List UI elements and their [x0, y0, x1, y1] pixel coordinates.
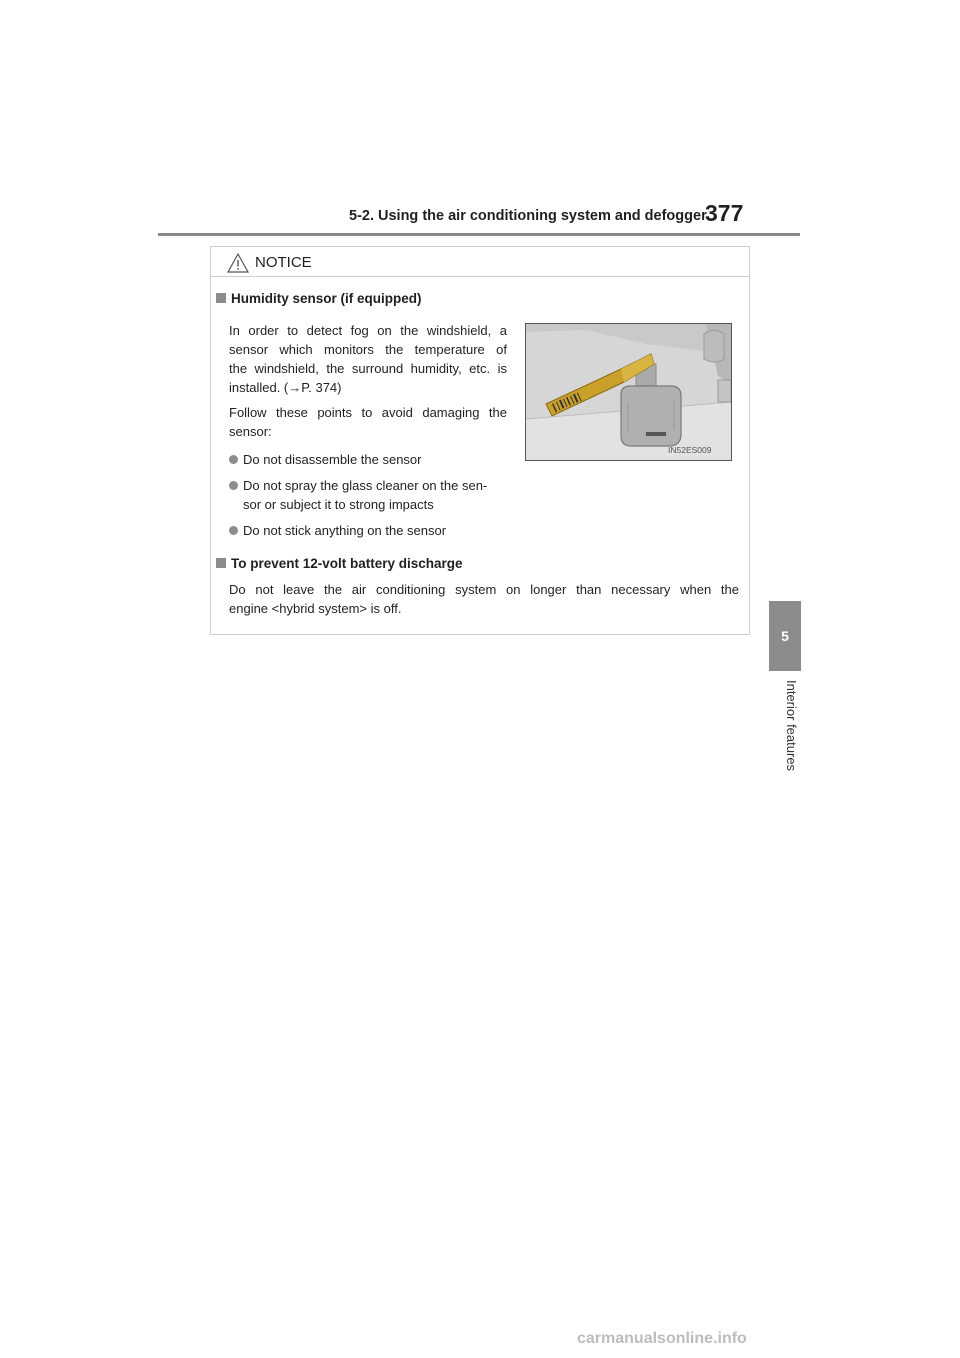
- footer-watermark[interactable]: carmanualsonline.info: [577, 1330, 747, 1347]
- square-bullet-icon: [216, 558, 226, 568]
- bullet-item: Do not disassemble the sensor: [229, 450, 421, 469]
- paragraph-sensor-description: In order to detect fog on the windshield, a sensor which monitors the temperature of the windshield, the surround humidity, etc. is installed. (→P. 374): [229, 323, 507, 395]
- sensor-illustration: [526, 324, 731, 460]
- bullet-item: Do not stick anything on the sensor: [229, 521, 446, 540]
- bullet-item: Do not spray the glass cleaner on the sen- sor or subject it to strong impacts: [229, 476, 507, 514]
- square-bullet-icon: [216, 293, 226, 303]
- section-heading-battery-discharge: To prevent 12-volt battery discharge: [216, 556, 463, 571]
- chapter-label: Interior features: [784, 680, 799, 772]
- page-number: 377: [705, 200, 744, 226]
- chapter-tab: 5: [769, 601, 801, 671]
- round-bullet-icon: [229, 526, 238, 535]
- paragraph-follow-points: Follow these points to avoid damaging the sensor:: [229, 405, 507, 439]
- header-rule: [158, 233, 800, 236]
- notice-label: NOTICE: [255, 254, 312, 271]
- round-bullet-icon: [229, 481, 238, 490]
- notice-header: [211, 247, 749, 277]
- figure-code: IN52ES009: [668, 445, 712, 455]
- round-bullet-icon: [229, 455, 238, 464]
- humidity-sensor-figure: [525, 323, 732, 461]
- header-section-title: 5-2. Using the air conditioning system and defogger: [349, 208, 707, 224]
- paragraph-battery: Do not leave the air conditioning system on longer than necessary when the engine <hybrid system> is off.: [229, 582, 739, 616]
- section-heading-humidity-sensor: Humidity sensor (if equipped): [216, 291, 422, 306]
- warning-triangle-icon: [227, 253, 249, 273]
